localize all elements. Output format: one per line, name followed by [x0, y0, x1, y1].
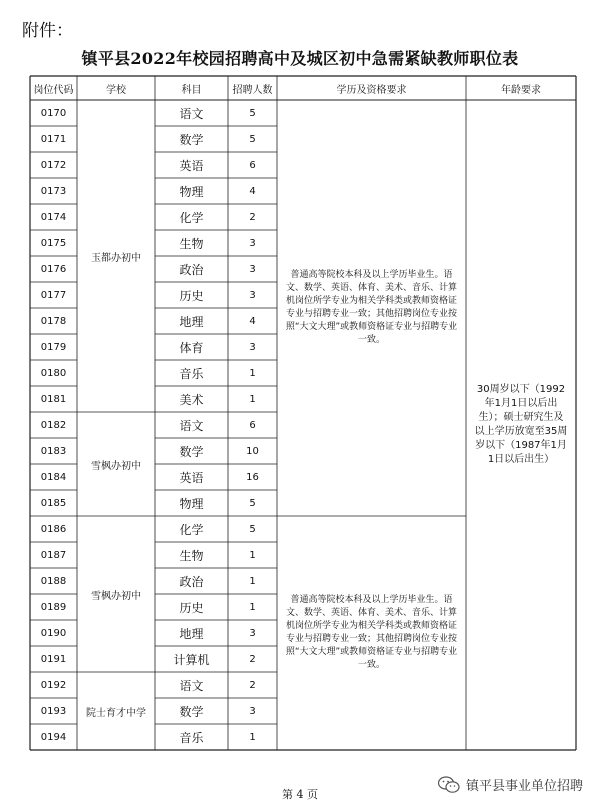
- subject-cell: 英语: [179, 158, 204, 173]
- code-cell: 0170: [40, 107, 67, 119]
- code-cell: 0188: [40, 575, 67, 587]
- subject-cell: 英语: [179, 470, 204, 485]
- school-cell: 院士育才中学: [86, 707, 146, 719]
- count-cell: 1: [249, 601, 256, 613]
- subject-cell: 体育: [179, 340, 204, 355]
- count-cell: 6: [249, 419, 256, 431]
- watermark-text: 镇平县事业单位招聘: [466, 779, 584, 794]
- count-cell: 2: [249, 653, 256, 665]
- code-cell: 0191: [40, 653, 67, 665]
- count-cell: 16: [246, 471, 259, 483]
- code-cell: 0181: [40, 393, 67, 405]
- count-cell: 5: [249, 133, 256, 145]
- subject-cell: 化学: [179, 522, 204, 537]
- subject-cell: 数学: [179, 132, 204, 147]
- code-cell: 0174: [40, 211, 67, 223]
- code-cell: 0180: [40, 367, 67, 379]
- count-cell: 1: [249, 575, 256, 587]
- school-cell: 玉都办初中: [91, 252, 141, 264]
- attachment-label: 附件：: [22, 21, 73, 41]
- code-cell: 0183: [40, 445, 67, 457]
- header-cell: 岗位代码: [33, 84, 74, 96]
- subject-cell: 语文: [179, 678, 204, 693]
- subject-cell: 化学: [179, 210, 204, 225]
- subject-cell: 语文: [179, 418, 204, 433]
- header-cell: 招聘人数: [232, 84, 273, 96]
- count-cell: 5: [249, 107, 256, 119]
- code-cell: 0194: [40, 731, 67, 743]
- code-cell: 0173: [40, 185, 67, 197]
- subject-cell: 物理: [179, 496, 204, 511]
- subject-cell: 物理: [179, 184, 204, 199]
- subject-cell: 政治: [179, 262, 204, 277]
- document-title: 镇平县2022年校园招聘高中及城区初中急需紧缺教师职位表: [81, 49, 519, 68]
- watermark: [438, 775, 583, 794]
- code-cell: 0177: [40, 289, 67, 301]
- code-cell: 0172: [40, 159, 67, 171]
- code-cell: 0178: [40, 315, 67, 327]
- count-cell: 1: [249, 367, 256, 379]
- age-requirement-cell: 30周岁以下（1992年1月1日以后出生）；硕士研究生及以上学历放宽至35周岁以下（1987年1月1日以后出生）: [474, 384, 568, 465]
- count-cell: 5: [249, 497, 256, 509]
- page-number: 第 4 页: [282, 788, 318, 801]
- code-cell: 0176: [40, 263, 67, 275]
- count-cell: 3: [249, 289, 256, 301]
- count-cell: 2: [249, 211, 256, 223]
- header-cell: 年龄要求: [501, 84, 541, 96]
- code-cell: 0190: [40, 627, 67, 639]
- code-cell: 0186: [40, 523, 67, 535]
- header-cell: 学校: [106, 84, 126, 96]
- count-cell: 10: [246, 445, 259, 457]
- count-cell: 1: [249, 393, 256, 405]
- count-cell: 2: [249, 679, 256, 691]
- code-cell: 0193: [40, 705, 67, 717]
- count-cell: 3: [249, 263, 256, 275]
- requirement-cell: 普通高等院校本科及以上学历毕业生。语文、数学、英语、体育、美术、音乐、计算机岗位所学专业为相关学科类或教师资格证专业与招聘专业一致；其他招聘岗位专业按照“大文大理”或教师资格证专业与招聘专业一致。: [285, 270, 458, 345]
- code-cell: 0179: [40, 341, 67, 353]
- count-cell: 3: [249, 627, 256, 639]
- count-cell: 4: [249, 185, 256, 197]
- subject-cell: 历史: [179, 288, 204, 303]
- count-cell: 3: [249, 341, 256, 353]
- subject-cell: 地理: [179, 314, 204, 329]
- subject-cell: 地理: [179, 626, 204, 641]
- count-cell: 1: [249, 549, 256, 561]
- code-cell: 0175: [40, 237, 67, 249]
- subject-cell: 生物: [179, 236, 204, 251]
- code-cell: 0182: [40, 419, 67, 431]
- count-cell: 4: [249, 315, 256, 327]
- subject-cell: 音乐: [179, 730, 204, 745]
- header-cell: 学历及资格要求: [336, 84, 407, 96]
- code-cell: 0187: [40, 549, 67, 561]
- header-cell: 科目: [181, 84, 202, 96]
- subject-cell: 历史: [179, 600, 204, 615]
- code-cell: 0189: [40, 601, 67, 613]
- school-cell: 雪枫办初中: [91, 460, 141, 472]
- count-cell: 3: [249, 705, 256, 717]
- wechat-icon: [438, 776, 460, 794]
- code-cell: 0192: [40, 679, 67, 691]
- subject-cell: 政治: [179, 574, 204, 589]
- subject-cell: 数学: [179, 444, 204, 459]
- subject-cell: 音乐: [179, 366, 204, 381]
- requirement-cell: 普通高等院校本科及以上学历毕业生。语文、数学、英语、体育、美术、音乐、计算机岗位所学专业为相关学科类或教师资格证专业与招聘专业一致；其他招聘岗位专业按照“大文大理”或教师资格证专业与招聘专业一致。: [285, 595, 458, 670]
- subject-cell: 数学: [179, 704, 204, 719]
- code-cell: 0184: [40, 471, 67, 483]
- subject-cell: 语文: [179, 106, 204, 121]
- subject-cell: 计算机: [173, 652, 210, 667]
- count-cell: 6: [249, 159, 256, 171]
- subject-cell: 生物: [179, 548, 204, 563]
- subject-cell: 美术: [179, 392, 204, 407]
- count-cell: 1: [249, 731, 256, 743]
- code-cell: 0171: [40, 133, 67, 145]
- count-cell: 3: [249, 237, 256, 249]
- school-cell: 雪枫办初中: [91, 590, 141, 602]
- count-cell: 5: [249, 523, 256, 535]
- code-cell: 0185: [40, 497, 67, 509]
